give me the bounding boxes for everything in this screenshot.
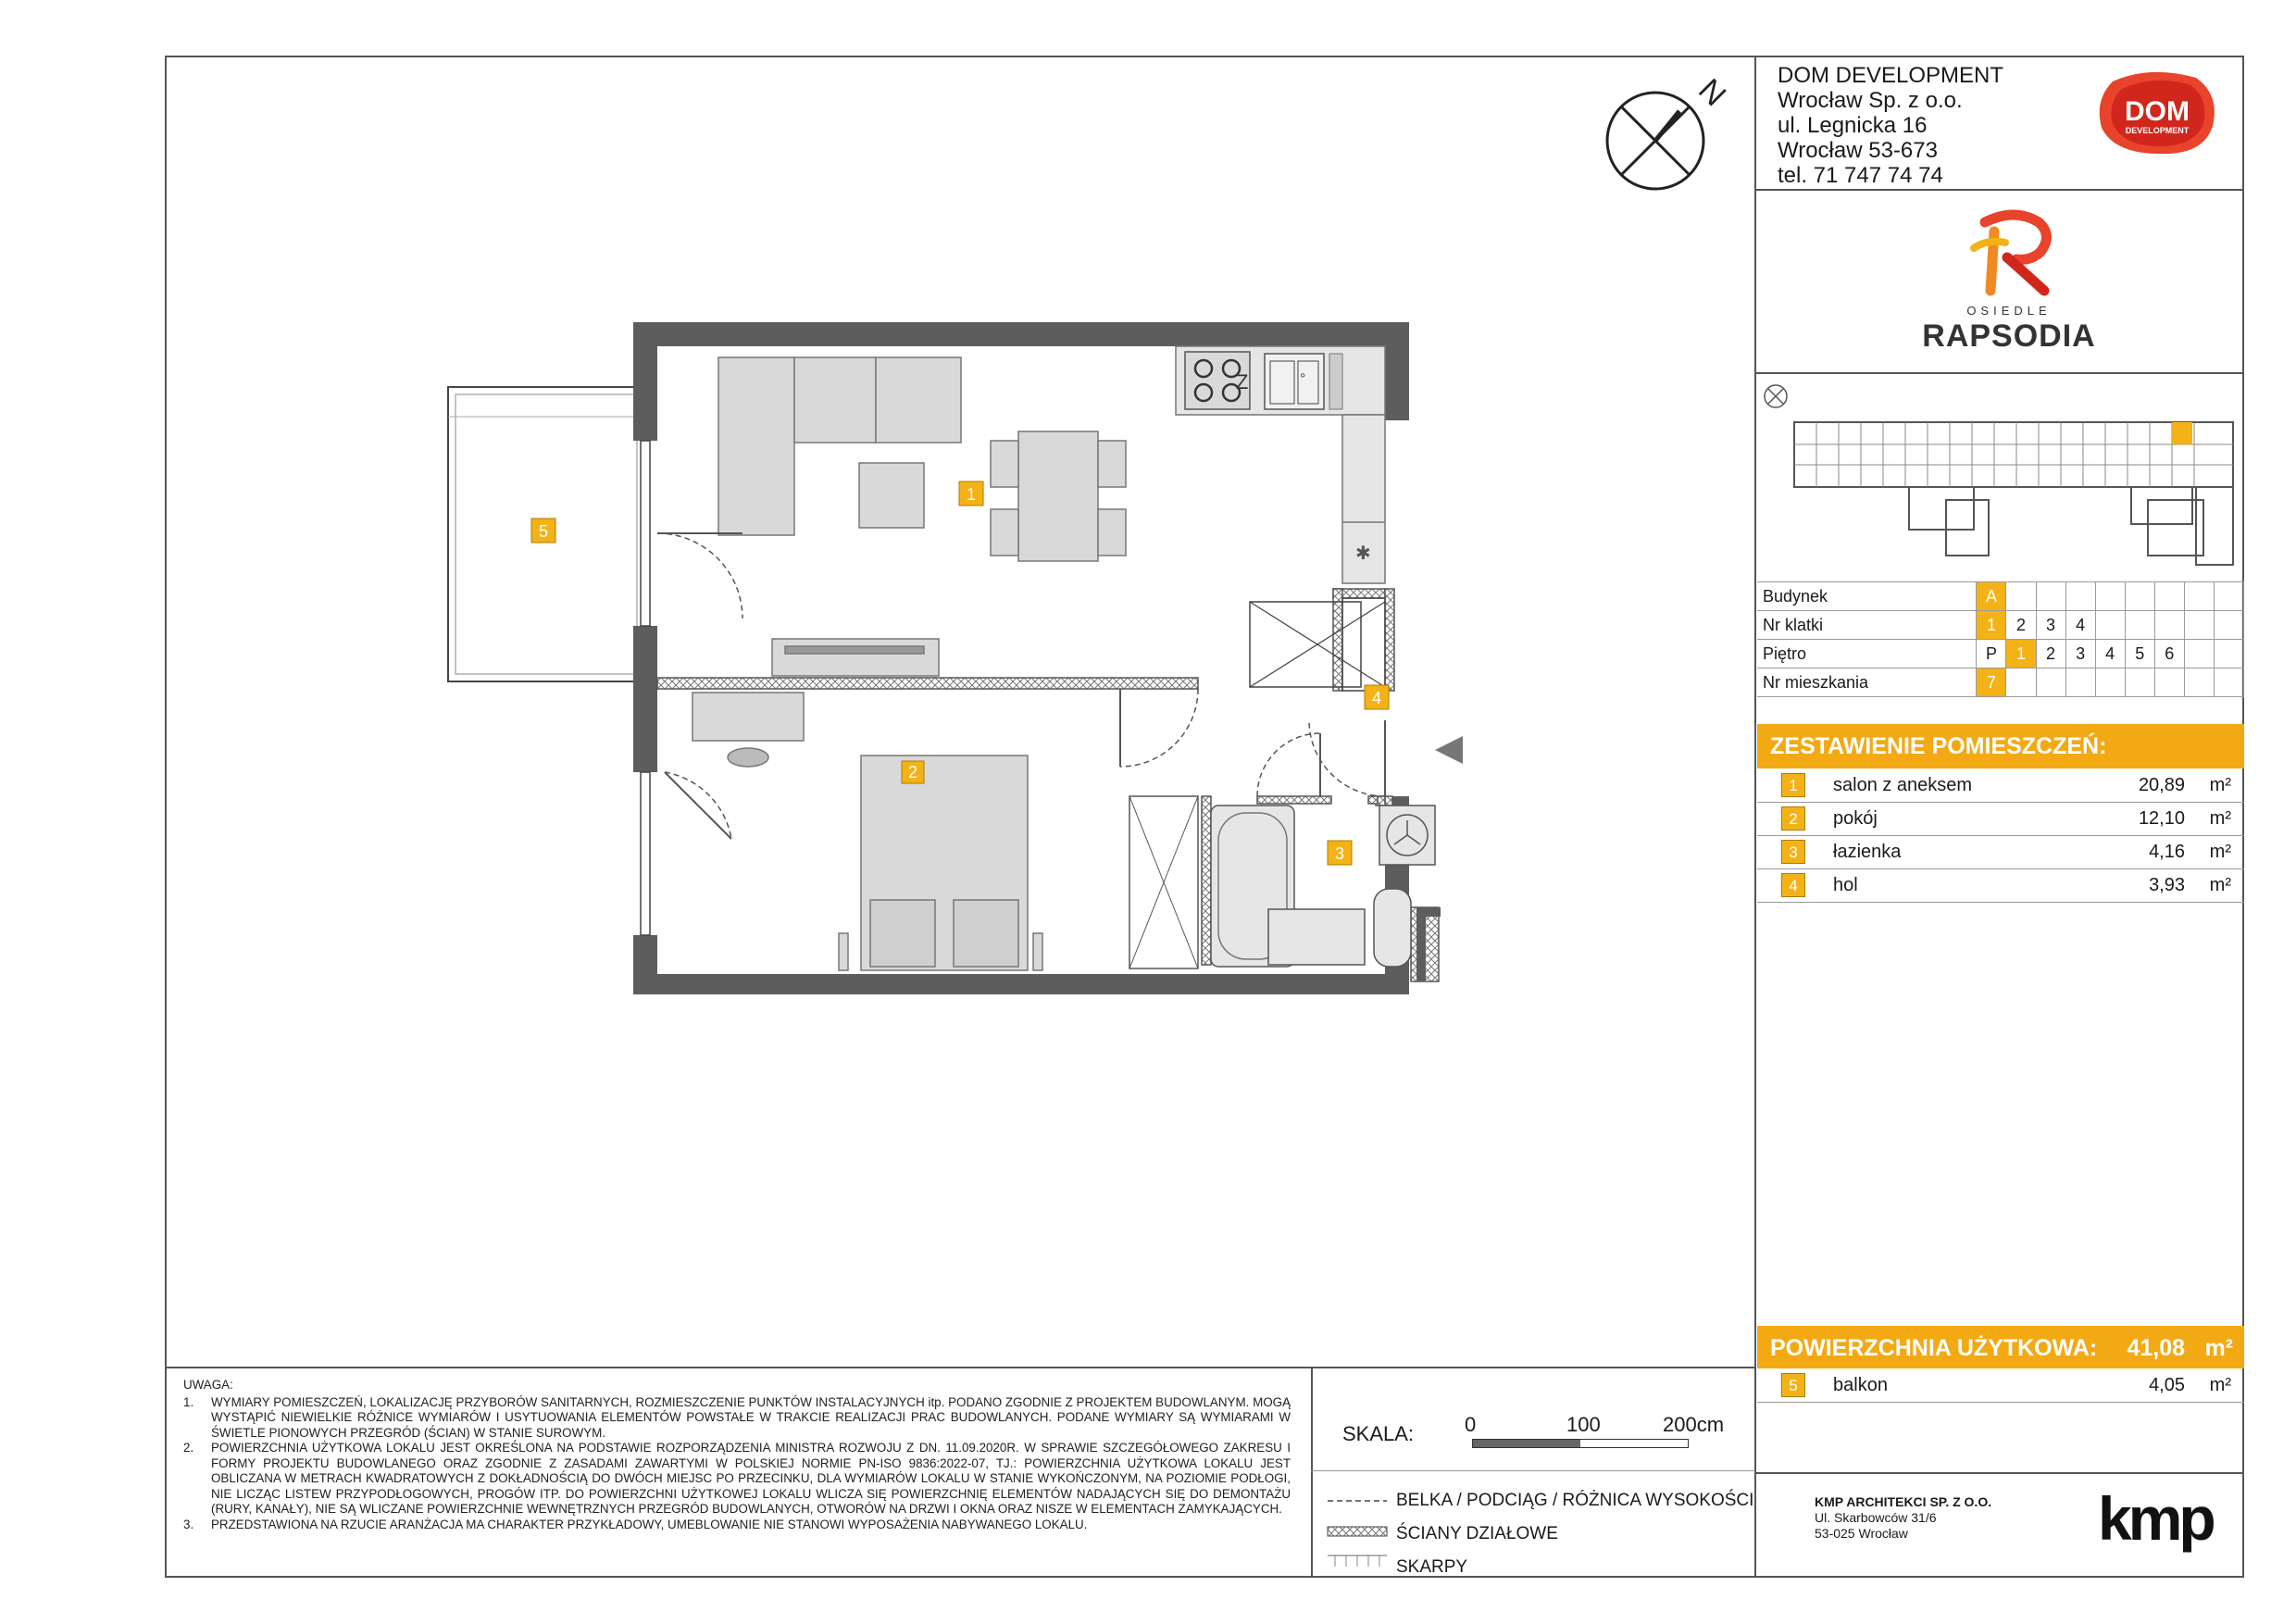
room-name: pokój [1833,808,1878,829]
room-label-3: 3 [1334,844,1345,863]
scale-tick-200: 200cm [1663,1413,1725,1436]
table-cell [2125,582,2154,611]
note-number: 1. [183,1394,194,1409]
row-label-apartment: Nr mieszkania [1757,668,1977,697]
room-number-badge: 3 [1781,840,1805,864]
developer-legal: Wrocław Sp. z o.o. [1778,88,1963,113]
note-item [183,1441,1291,1518]
note-number: 2. [183,1441,194,1455]
room-label-2: 2 [907,763,918,781]
developer-street: ul. Legnicka 16 [1778,113,1928,138]
svg-text:°: ° [1300,371,1306,387]
table-row [1757,668,2244,697]
table-cell [2184,611,2214,640]
room-label-1: 1 [966,485,977,504]
table-cell: 6 [2154,640,2184,668]
table-cell [2154,611,2184,640]
company-divider [1756,189,2244,191]
table-cell [2065,668,2095,697]
room-area: 12,10 [2138,808,2185,829]
table-row [1757,582,2244,611]
total-area-unit: m² [2204,1335,2233,1361]
room-name: hol [1833,875,1858,895]
table-cell: 5 [2125,640,2154,668]
entrance-arrow-icon [1435,736,1463,764]
project-logo-name: RAPSODIA [1922,319,2096,354]
note-number: 3. [183,1517,194,1531]
table-cell: A [1977,582,2006,611]
table-cell: 1 [2006,640,2036,668]
scale-bar [1472,1439,1689,1448]
scale-label: SKALA: [1342,1422,1415,1445]
kmp-logo: kmp [2098,1484,2213,1553]
developer-name: DOM DEVELOPMENT [1778,63,2004,88]
table-cell [2154,582,2184,611]
room-row-4 [1757,868,2244,903]
notes-title: UWAGA: [183,1378,233,1392]
kitchen-counter [1176,346,1385,583]
legend-beam-label: BELKA / PODCIĄG / RÓŻNICA WYSOKOŚCI [1396,1491,1754,1510]
architect-street: Ul. Skarbowców 31/6 [1815,1510,1937,1525]
rapsodia-logo-icon [1961,211,2063,300]
notes-divider [165,1367,1756,1368]
balcony-row [1757,1368,2244,1403]
note-text: PRZEDSTAWIONA NA RZUCIE ARANŻACJA MA CHARAKTER PRZYKŁADOWY, UMEBLOWANIE NIE STANOWI WYPOSAŻENIA NABYWANEGO LOKALU. [211,1517,1088,1531]
room-name: salon z aneksem [1833,775,1973,795]
room-area-unit: m² [2209,775,2231,795]
architect-info [1815,1494,1991,1542]
room-number-badge: 5 [1781,1373,1805,1397]
compass-north-label: N [1691,71,1733,114]
room-area-unit: m² [2209,842,2231,862]
room-area-unit: m² [2209,875,2231,895]
legend-divider [1311,1470,1755,1471]
kitchen-marker-z: Z [1236,370,1249,394]
table-cell [2214,582,2243,611]
note-text: POWIERZCHNIA UŻYTKOWA LOKALU JEST OKREŚLONA NA PODSTAWIE ROZPORZĄDZENIA MINISTRA ROZWOJU Z DN. 11.09.2020R. W SPRAWIE SZCZEGÓŁOWEGO ZAKRESU I FORMY PROJEKTU BUDOWLANEGO ORAZ ZGODNIE Z ZASADAMI ZAWARTYMI W POLSKIEJ NORMIE PN-ISO 9836:2022-07, TJ.: POWIERZCHNIA UŻYTKOWA LOKALU JEST OBLICZANA W METRACH KWADRATOWYCH Z DOKŁADNOŚCIĄ DO DWÓCH MIEJSC PO PRZECINKU, DLA WYMIARÓW LOKALU W STANIE WYKOŃCZONYM, NA POZIOMIE PODŁOGI, NIE LICZĄC LISTEW PRZYPODŁOGOWYCH, PROGÓW ITP. DO POWIERZCHNI UŻYTKOWEJ LOKALU WLICZA SIĘ POWIERZCHNIĘ ELEMENTÓW NADAJĄCYCH SIĘ DO DEMONTAŻU (RURY, KANAŁY), NIE SĄ WLICZANE POWIERZCHNIE WEWNĘTRZNYCH PRZEGRÓD BUDOWLANYCH, OTWORÓW NA DRZWI I OKNA ORAZ NISZE W ELEMENTACH ZAMYKAJĄCYCH. [211,1441,1291,1516]
developer-address [1778,63,2003,188]
room-area-unit: m² [2209,808,2231,829]
room-row-2 [1757,802,2244,836]
table-cell: 4 [2095,640,2125,668]
notes-block [183,1378,1291,1532]
legend-beam-icon [1328,1494,1387,1507]
legend-walls-label: ŚCIANY DZIAŁOWE [1396,1524,1558,1543]
table-cell: 4 [2065,611,2095,640]
room-area: 3,93 [2149,875,2185,895]
room-label-4: 4 [1371,689,1382,707]
table-cell [2095,611,2125,640]
table-cell [2154,668,2184,697]
scale-tick-100: 100 [1566,1413,1601,1436]
room-area: 4,16 [2149,842,2185,862]
total-area-value: 41,08 [2127,1335,2185,1361]
table-cell [2065,582,2095,611]
table-cell [2006,582,2036,611]
dom-development-logo [2094,69,2220,157]
compass-icon [1594,57,1733,196]
table-cell: 7 [1977,668,2006,697]
row-label-floor: Piętro [1757,640,1977,668]
row-label-building: Budynek [1757,582,1977,611]
unit-location-table [1757,581,2244,697]
table-cell: 2 [2036,640,2065,668]
scale-divider [1311,1367,1313,1578]
table-cell [2184,640,2214,668]
table-cell [2214,611,2243,640]
svg-text:✱: ✱ [1355,543,1371,564]
room-label-5: 5 [538,522,549,541]
table-cell [2095,582,2125,611]
table-cell [2125,668,2154,697]
note-item [183,1395,1291,1442]
row-label-stair: Nr klatki [1757,611,1977,640]
dom-logo-main: DOM [2125,96,2190,127]
summary-title: ZESTAWIENIE POMIESZCZEŃ: [1770,733,2107,759]
bedroom-furniture [693,693,1042,970]
key-plan-thumbnail [1761,380,2242,578]
developer-phone: tel. 71 747 74 74 [1778,163,1943,188]
architect-name: KMP ARCHITEKCI SP. Z O.O. [1815,1494,1992,1509]
table-cell [2036,668,2065,697]
dom-logo-sub: DEVELOPMENT [2125,126,2190,135]
table-cell: 3 [2036,611,2065,640]
living-furniture [718,357,1126,676]
table-cell [2095,668,2125,697]
table-cell: 1 [1977,611,2006,640]
legend-slopes-label: SKARPY [1396,1557,1468,1577]
table-cell: 3 [2065,640,2095,668]
room-area: 20,89 [2138,775,2185,795]
table-cell [2036,582,2065,611]
table-cell [2184,668,2214,697]
total-area-bar [1757,1326,2244,1368]
room-number-badge: 4 [1781,873,1805,897]
room-area: 4,05 [2149,1375,2185,1395]
table-row [1757,611,2244,640]
room-row-1 [1757,768,2244,803]
logo-divider [1756,372,2244,374]
room-name: łazienka [1833,842,1902,862]
summary-title-bar [1757,724,2244,768]
table-row [1757,640,2244,668]
total-area-label: POWIERZCHNIA UŻYTKOWA: [1770,1335,2098,1361]
room-row-3 [1757,835,2244,869]
sidebar-divider [1754,56,1756,1578]
room-area-unit: m² [2209,1375,2231,1395]
room-number-badge: 1 [1781,773,1805,797]
table-cell [2214,668,2243,697]
note-text: WYMIARY POMIESZCZEŃ, LOKALIZACJĘ PRZYBORÓW SANITARNYCH, ROZMIESZCZENIE PUNKTÓW INSTALACYJNYCH itp. PODANO ZGODNIE Z PROJEKTEM BUDOWLANYM. MOGĄ WYSTĄPIĆ NIEWIELKIE RÓŻNICE WYMIARÓW I USYTUOWANIA ELEMENTÓW POWSTAŁE W TRAKCIE REALIZACJI PRAC BUDOWLANYCH. PODANE WYMIARY SĄ WYMIARAMI W ŚWIETLE PIONOWYCH PRZEGRÓD (ŚCIAN) W STANIE SUROWYM. [211,1394,1291,1440]
table-cell [2006,668,2036,697]
room-number-badge: 2 [1781,806,1805,831]
architect-city: 53-025 Wrocław [1815,1526,1908,1541]
wardrobe [1250,598,1385,691]
table-cell: P [1977,640,2006,668]
developer-city: Wrocław 53-673 [1778,138,1938,163]
room-name: balkon [1833,1375,1888,1395]
project-logo-sub: OSIEDLE [1966,304,2052,318]
table-cell [2125,611,2154,640]
table-cell [2214,640,2243,668]
scale-tick-0: 0 [1465,1413,1477,1436]
note-item [183,1518,1291,1533]
legend-slopes-icon [1328,1552,1387,1570]
floor-plan [435,315,1583,1000]
legend-walls-icon [1328,1526,1387,1537]
table-cell [2184,582,2214,611]
architect-divider [1756,1472,2244,1474]
table-cell: 2 [2006,611,2036,640]
